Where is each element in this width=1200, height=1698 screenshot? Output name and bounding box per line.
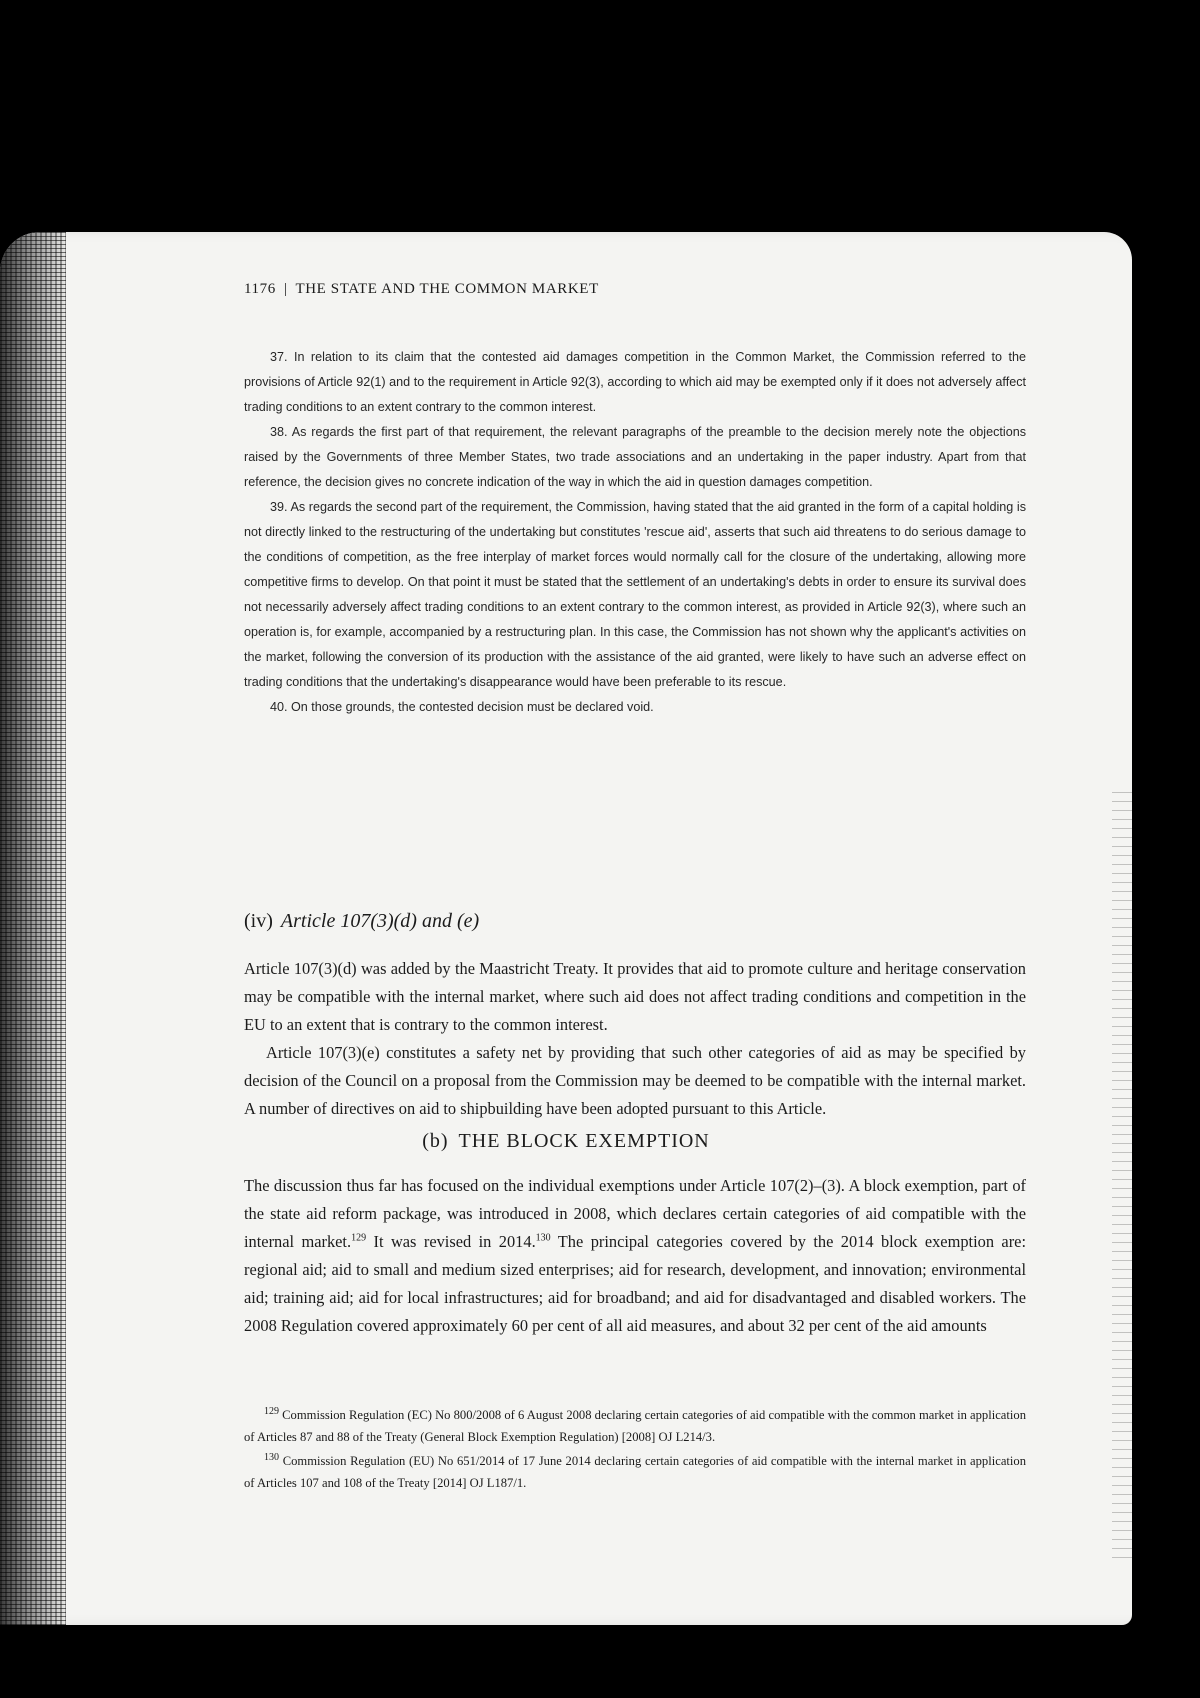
extract-paragraph: 37. In relation to its claim that the contested aid damages competition in the Common Market, the Commission referred to the provisions of Article 92(1) and to the requirement in Article 92(3), according to which aid may be exempted only if it does not adversely affect trading conditions to an extent contrary to the common interest. bbox=[244, 350, 1026, 414]
page-edge-speckle bbox=[1112, 792, 1132, 1565]
footnote-ref: 130 bbox=[535, 1232, 551, 1244]
subheading-number: (iv) bbox=[244, 910, 273, 932]
footnote bbox=[244, 1450, 1026, 1494]
footnote-number: 129 bbox=[264, 1405, 279, 1417]
case-extract bbox=[244, 345, 1026, 720]
body-paragraph: Article 107(3)(e) constitutes a safety net by providing that such other categories of aid as may be specified by decision of the Council on a proposal from the Commission may be deemed to be compatible with the internal market. A number of directives on aid to shipbuilding have been adopted pursuant to this Article. bbox=[244, 1043, 1026, 1118]
section-heading-title: THE BLOCK EXEMPTION bbox=[458, 1130, 710, 1152]
footnote-text: Commission Regulation (EC) No 800/2008 of 6 August 2008 declaring certain categories of aid compatible with the common market in application of Articles 87 and 88 of the Treaty (General Block Exemption Regulation) [2008] OJ L214/3. bbox=[244, 1408, 1026, 1444]
body-text: It was revised in 2014. bbox=[366, 1232, 536, 1251]
extract-paragraph: 40. On those grounds, the contested decision must be declared void. bbox=[270, 700, 654, 714]
body-section-block-exemption bbox=[244, 1172, 1026, 1340]
subheading-title: Article 107(3)(d) and (e) bbox=[280, 910, 480, 932]
body-section-article-107 bbox=[244, 955, 1026, 1123]
running-head bbox=[244, 281, 599, 298]
footnote-number: 130 bbox=[264, 1451, 279, 1463]
body-paragraph bbox=[244, 1172, 1026, 1340]
body-text: The discussion thus far has focused on the individual exemptions under Article 107(2)–(3). A block exemption, part of the state aid reform package, was introduced in 2008, which declares certain categories of aid compatible with the internal market. bbox=[244, 1176, 1026, 1251]
footnote-ref: 129 bbox=[351, 1232, 367, 1244]
subheading bbox=[244, 910, 479, 933]
running-head-separator: | bbox=[283, 281, 288, 297]
footnote bbox=[244, 1404, 1026, 1448]
binding-edge bbox=[0, 232, 66, 1625]
section-heading bbox=[0, 1130, 1132, 1153]
extract-paragraph: 39. As regards the second part of the requirement, the Commission, having stated that the aid granted in the form of a capital holding is not directly linked to the restructuring of the undertaking but constitutes 'rescue aid', asserts that such aid threatens to do serious damage to the conditions of competition, as the free interplay of market forces would normally call for the closure of the undertaking, allowing more competitive firms to develop. On that point it must be stated that the settlement of an undertaking's debts in order to ensure its survival does not necessarily adversely affect trading conditions to an extent contrary to the common interest, as provided in Article 92(3), where such an operation is, for example, accompanied by a restructuring plan. In this case, the Commission has not shown why the applicant's activities on the market, following the conversion of its production with the assistance of the aid granted, were likely to have such an adverse effect on trading conditions that the undertaking's disappearance would have been preferable to its rescue. bbox=[244, 500, 1026, 689]
body-text: The principal categories covered by the 2014 block exemption are: regional aid; aid to small and medium sized enterprises; aid for research, development, and innovation; environmental aid; training aid; aid for local infrastructures; aid for broadband; and aid for disadvantaged and disabled workers. The 2008 Regulation covered approximately 60 per cent of all aid measures, and about 32 per cent of the aid amounts bbox=[244, 1232, 1026, 1335]
body-paragraph: Article 107(3)(d) was added by the Maastricht Treaty. It provides that aid to promote culture and heritage conservation may be compatible with the internal market, where such aid does not affect trading conditions and competition in the EU to an extent that is contrary to the common interest. bbox=[244, 959, 1026, 1034]
page-number: 1176 bbox=[244, 281, 276, 297]
footnote-text: Commission Regulation (EU) No 651/2014 of 17 June 2014 declaring certain categories of aid compatible with the internal market in application of Articles 107 and 108 of the Treaty [2014] OJ L187/1. bbox=[244, 1454, 1026, 1490]
section-heading-number: (b) bbox=[422, 1130, 449, 1152]
extract-paragraph: 38. As regards the first part of that requirement, the relevant paragraphs of the preamble to the decision merely note the objections raised by the Governments of three Member States, two trade associations and an undertaking in the paper industry. Apart from that reference, the decision gives no concrete indication of the way in which the aid in question damages competition. bbox=[244, 425, 1026, 489]
footnotes bbox=[244, 1404, 1026, 1494]
running-head-title: THE STATE AND THE COMMON MARKET bbox=[295, 281, 599, 297]
